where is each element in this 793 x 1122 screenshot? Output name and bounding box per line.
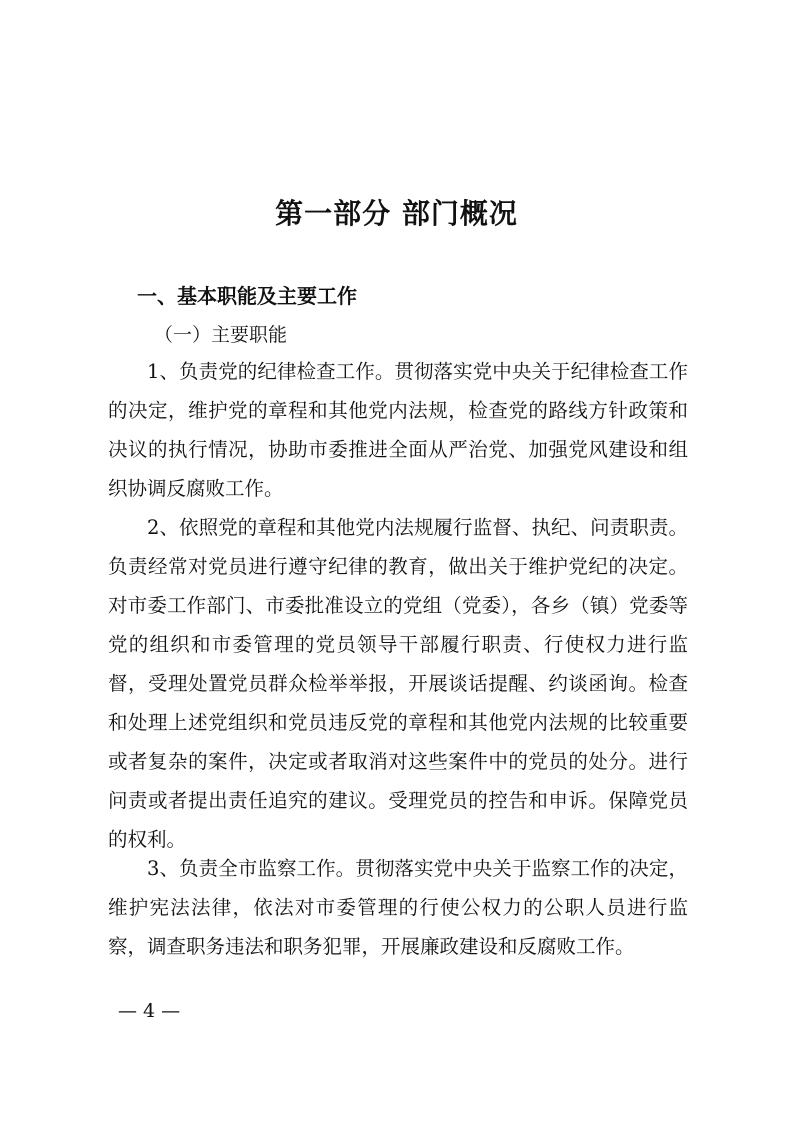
subsection-heading: （一）主要职能: [154, 324, 288, 346]
paragraph-3: 3、负责全市监察工作。贯彻落实党中央关于监察工作的决定，维护宪法法律，依法对市委管理的行使公权力的公职人员进行监察，调查职务违法和职务犯罪，开展廉政建设和反腐败工作。: [108, 857, 688, 958]
page-number: — 4 —: [118, 1000, 181, 1022]
page-title: 第一部分 部门概况: [275, 197, 518, 230]
section-heading: 一、基本职能及主要工作: [137, 284, 357, 308]
paragraph-1: 1、负责党的纪律检查工作。贯彻落实党中央关于纪律检查工作的决定，维护党的章程和其他党内法规，检查党的路线方针政策和决议的执行情况，协助市委推进全面从严治党、加强党风建设和组织协调反腐败工作。: [108, 360, 688, 500]
paragraph-2: 2、依照党的章程和其他党内法规履行监督、执纪、问责职责。负责经常对党员进行遵守纪律的教育，做出关于维护党纪的决定。对市委工作部门、市委批准设立的党组（党委），各乡（镇）党委等党的组织和市委管理的党员领导干部履行职责、行使权力进行监督，受理处置党员群众检举举报，开展谈话提醒、约谈函询。检查和处理上述党组织和党员违反党的章程和其他党内法规的比较重要或者复杂的案件，决定或者取消对这些案件中的党员的处分。进行问责或者提出责任追究的建议。受理党员的控告和申诉。保障党员的权利。: [108, 516, 688, 851]
